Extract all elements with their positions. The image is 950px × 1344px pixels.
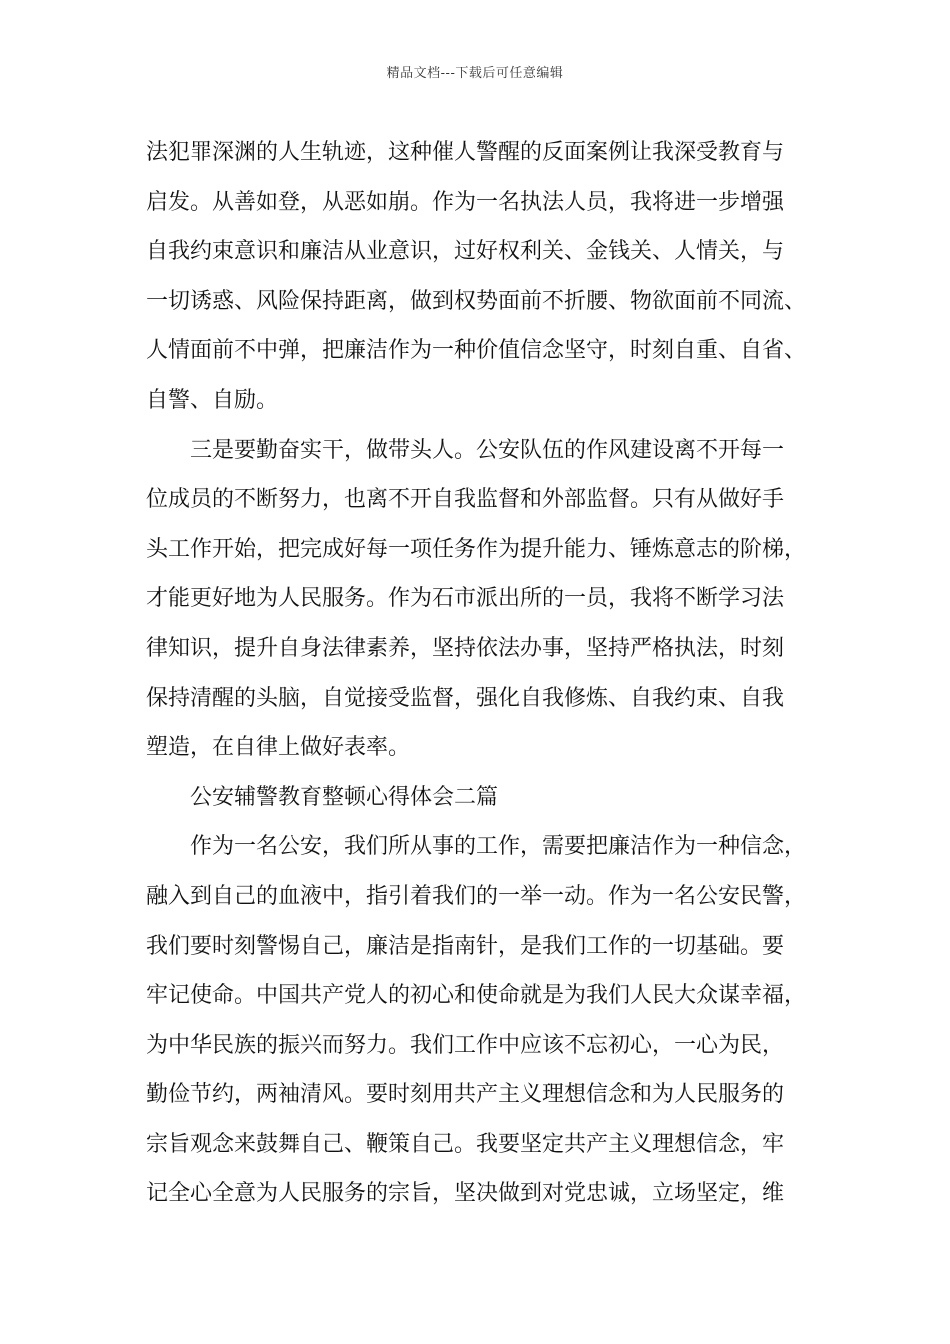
text-line: 人情面前不中弹，把廉洁作为一种价值信念坚守，时刻自重、自省、	[146, 338, 807, 364]
paragraph-start-line: 作为一名公安，我们所从事的工作，需要把廉洁作为一种信念，	[190, 834, 807, 860]
text-line: 记全心全意为人民服务的宗旨，坚决做到对党忠诚，立场坚定，维	[146, 1181, 785, 1207]
paragraph-start-line: 三是要勤奋实干，做带头人。公安队伍的作风建设离不开每一	[190, 437, 785, 463]
text-line: 自我约束意识和廉洁从业意识，过好权利关、金钱关、人情关，与	[146, 239, 785, 265]
text-line: 一切诱惑、风险保持距离，做到权势面前不折腰、物欲面前不同流、	[146, 288, 807, 314]
text-line: 律知识，提升自身法律素养，坚持依法办事，坚持严格执法，时刻	[146, 635, 785, 661]
document-body	[146, 128, 836, 1219]
page-header: 精品文档---下载后可任意编辑	[386, 66, 564, 81]
text-line: 启发。从善如登，从恶如崩。作为一名执法人员，我将进一步增强	[146, 189, 785, 215]
text-line: 牢记使命。中国共产党人的初心和使命就是为我们人民大众谋幸福，	[146, 983, 807, 1009]
text-line: 融入到自己的血液中，指引着我们的一举一动。作为一名公安民警，	[146, 883, 807, 909]
section-title: 公安辅警教育整顿心得体会二篇	[190, 784, 499, 810]
text-line: 才能更好地为人民服务。作为石市派出所的一员，我将不断学习法	[146, 586, 785, 612]
text-line: 保持清醒的头脑，自觉接受监督，强化自我修炼、自我约束、自我	[146, 685, 785, 711]
text-line: 为中华民族的振兴而努力。我们工作中应该不忘初心，一心为民，	[146, 1032, 785, 1058]
text-line: 头工作开始，把完成好每一项任务作为提升能力、锤炼意志的阶梯，	[146, 536, 807, 562]
text-line: 宗旨观念来鼓舞自己、鞭策自己。我要坚定共产主义理想信念，牢	[146, 1131, 785, 1157]
text-line: 勤俭节约，两袖清风。要时刻用共产主义理想信念和为人民服务的	[146, 1082, 785, 1108]
text-line: 法犯罪深渊的人生轨迹，这种催人警醒的反面案例让我深受教育与	[146, 140, 785, 165]
text-line: 塑造，在自律上做好表率。	[146, 735, 411, 761]
text-line: 自警、自励。	[146, 387, 279, 413]
text-line: 位成员的不断努力，也离不开自我监督和外部监督。只有从做好手	[146, 487, 785, 513]
text-line: 我们要时刻警惕自己，廉洁是指南针，是我们工作的一切基础。要	[146, 933, 785, 959]
